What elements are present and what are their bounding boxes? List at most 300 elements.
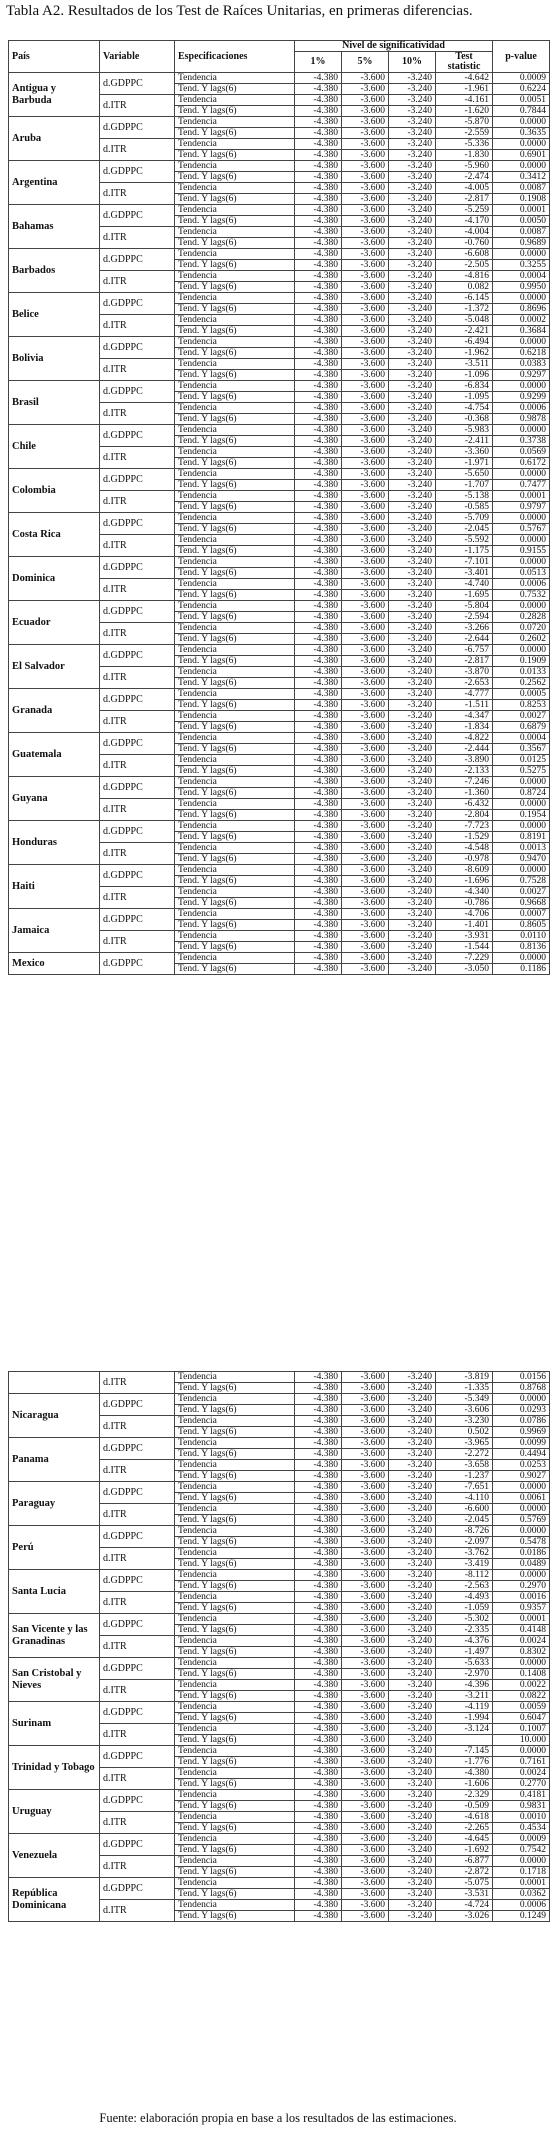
- p-value-cell: 0.0000: [493, 469, 550, 480]
- variable-cell: d.ITR: [100, 667, 175, 689]
- header-5pct: 5%: [342, 52, 389, 73]
- crit-10pct-cell: -3.240: [389, 546, 436, 557]
- crit-10pct-cell: -3.240: [389, 579, 436, 590]
- test-statistic-cell: -4.754: [436, 403, 493, 414]
- crit-1pct-cell: -4.380: [295, 1504, 342, 1515]
- crit-1pct-cell: -4.380: [295, 447, 342, 458]
- crit-1pct-cell: -4.380: [295, 1735, 342, 1746]
- variable-cell: d.GDPPC: [100, 821, 175, 843]
- p-value-cell: 0.9470: [493, 854, 550, 865]
- p-value-cell: 0.0786: [493, 1416, 550, 1427]
- crit-10pct-cell: -3.240: [389, 799, 436, 810]
- p-value-cell: 0.0000: [493, 425, 550, 436]
- test-statistic-cell: -6.145: [436, 293, 493, 304]
- crit-10pct-cell: -3.240: [389, 1735, 436, 1746]
- crit-10pct-cell: -3.240: [389, 1394, 436, 1405]
- variable-cell: d.GDPPC: [100, 1570, 175, 1592]
- test-statistic-cell: -3.931: [436, 931, 493, 942]
- spec-cell: Tend. Y lags(6): [175, 1823, 295, 1834]
- p-value-cell: 0.7528: [493, 876, 550, 887]
- variable-cell: d.ITR: [100, 139, 175, 161]
- crit-1pct-cell: -4.380: [295, 1900, 342, 1911]
- crit-5pct-cell: -3.600: [342, 1383, 389, 1394]
- spec-cell: Tendencia: [175, 447, 295, 458]
- variable-cell: d.ITR: [100, 931, 175, 953]
- test-statistic-cell: -6.834: [436, 381, 493, 392]
- test-statistic-cell: -1.620: [436, 106, 493, 117]
- variable-cell: d.GDPPC: [100, 293, 175, 315]
- table-row: [9, 425, 550, 436]
- p-value-cell: 0.0006: [493, 1900, 550, 1911]
- p-value-cell: 0.0004: [493, 733, 550, 744]
- test-statistic-cell: -4.347: [436, 711, 493, 722]
- crit-1pct-cell: -4.380: [295, 216, 342, 227]
- spec-cell: Tendencia: [175, 1482, 295, 1493]
- test-statistic-cell: -6.757: [436, 645, 493, 656]
- variable-cell: d.ITR: [100, 1504, 175, 1526]
- spec-cell: Tendencia: [175, 403, 295, 414]
- variable-cell: d.GDPPC: [100, 1746, 175, 1768]
- crit-5pct-cell: -3.600: [342, 1482, 389, 1493]
- crit-5pct-cell: -3.600: [342, 1636, 389, 1647]
- spec-cell: Tendencia: [175, 535, 295, 546]
- crit-1pct-cell: -4.380: [295, 1372, 342, 1383]
- spec-cell: Tend. Y lags(6): [175, 964, 295, 975]
- crit-5pct-cell: -3.600: [342, 1438, 389, 1449]
- spec-cell: Tend. Y lags(6): [175, 1537, 295, 1548]
- results-table-part2: [8, 1371, 550, 1922]
- p-value-cell: 0.0000: [493, 381, 550, 392]
- spec-cell: Tendencia: [175, 667, 295, 678]
- spec-cell: Tendencia: [175, 227, 295, 238]
- test-statistic-cell: -7.246: [436, 777, 493, 788]
- test-statistic-cell: -5.336: [436, 139, 493, 150]
- p-value-cell: 0.9155: [493, 546, 550, 557]
- p-value-cell: 0.0005: [493, 689, 550, 700]
- crit-5pct-cell: -3.600: [342, 689, 389, 700]
- variable-cell: d.GDPPC: [100, 1790, 175, 1812]
- crit-1pct-cell: -4.380: [295, 1548, 342, 1559]
- spec-cell: Tendencia: [175, 381, 295, 392]
- spec-cell: Tendencia: [175, 95, 295, 106]
- test-statistic-cell: -7.723: [436, 821, 493, 832]
- crit-1pct-cell: -4.380: [295, 1757, 342, 1768]
- crit-1pct-cell: -4.380: [295, 1878, 342, 1889]
- test-statistic-cell: -0.978: [436, 854, 493, 865]
- test-statistic-cell: -2.097: [436, 1537, 493, 1548]
- table-row: [9, 777, 550, 788]
- spec-cell: Tendencia: [175, 843, 295, 854]
- test-statistic-cell: -5.960: [436, 161, 493, 172]
- p-value-cell: 0.3567: [493, 744, 550, 755]
- spec-cell: Tendencia: [175, 139, 295, 150]
- spec-cell: Tend. Y lags(6): [175, 392, 295, 403]
- spec-cell: Tend. Y lags(6): [175, 1581, 295, 1592]
- spec-cell: Tendencia: [175, 1702, 295, 1713]
- test-statistic-cell: -4.110: [436, 1493, 493, 1504]
- crit-10pct-cell: -3.240: [389, 304, 436, 315]
- source-footer: Fuente: elaboración propia en base a los resultados de las estimaciones.: [99, 2111, 457, 2125]
- table-row: [9, 1702, 550, 1713]
- p-value-cell: 0.6218: [493, 348, 550, 359]
- crit-10pct-cell: -3.240: [389, 843, 436, 854]
- crit-10pct-cell: -3.240: [389, 381, 436, 392]
- test-statistic-cell: -4.170: [436, 216, 493, 227]
- test-statistic-cell: -0.509: [436, 1801, 493, 1812]
- crit-5pct-cell: -3.600: [342, 1570, 389, 1581]
- variable-cell: d.ITR: [100, 623, 175, 645]
- crit-1pct-cell: -4.380: [295, 1614, 342, 1625]
- crit-10pct-cell: -3.240: [389, 1559, 436, 1570]
- crit-10pct-cell: -3.240: [389, 73, 436, 84]
- crit-10pct-cell: -3.240: [389, 194, 436, 205]
- crit-5pct-cell: -3.600: [342, 1713, 389, 1724]
- spec-cell: Tendencia: [175, 623, 295, 634]
- crit-1pct-cell: -4.380: [295, 359, 342, 370]
- spec-cell: Tendencia: [175, 1460, 295, 1471]
- crit-1pct-cell: -4.380: [295, 1845, 342, 1856]
- spec-cell: Tend. Y lags(6): [175, 326, 295, 337]
- crit-10pct-cell: -3.240: [389, 1746, 436, 1757]
- test-statistic-cell: -0.585: [436, 502, 493, 513]
- variable-cell: d.ITR: [100, 95, 175, 117]
- crit-5pct-cell: -3.600: [342, 557, 389, 568]
- test-statistic-cell: -3.360: [436, 447, 493, 458]
- variable-cell: d.GDPPC: [100, 469, 175, 491]
- crit-5pct-cell: -3.600: [342, 1625, 389, 1636]
- crit-10pct-cell: -3.240: [389, 953, 436, 964]
- crit-1pct-cell: -4.380: [295, 1834, 342, 1845]
- crit-10pct-cell: -3.240: [389, 1823, 436, 1834]
- spec-cell: Tend. Y lags(6): [175, 260, 295, 271]
- crit-5pct-cell: -3.600: [342, 579, 389, 590]
- country-cell: San Vicente y las Granadinas: [9, 1614, 100, 1658]
- test-statistic-cell: -5.259: [436, 205, 493, 216]
- crit-5pct-cell: -3.600: [342, 667, 389, 678]
- p-value-cell: 0.6901: [493, 150, 550, 161]
- test-statistic-cell: -2.817: [436, 656, 493, 667]
- crit-5pct-cell: -3.600: [342, 1878, 389, 1889]
- crit-10pct-cell: -3.240: [389, 128, 436, 139]
- p-value-cell: 0.3738: [493, 436, 550, 447]
- crit-1pct-cell: -4.380: [295, 876, 342, 887]
- p-value-cell: 0.0000: [493, 337, 550, 348]
- crit-1pct-cell: -4.380: [295, 711, 342, 722]
- p-value-cell: 0.1954: [493, 810, 550, 821]
- country-cell: Belice: [9, 293, 100, 337]
- crit-1pct-cell: -4.380: [295, 293, 342, 304]
- crit-5pct-cell: -3.600: [342, 1900, 389, 1911]
- country-cell: Guyana: [9, 777, 100, 821]
- p-value-cell: 0.9668: [493, 898, 550, 909]
- crit-1pct-cell: -4.380: [295, 1801, 342, 1812]
- header-1pct: 1%: [295, 52, 342, 73]
- test-statistic-cell: -1.059: [436, 1603, 493, 1614]
- variable-cell: d.ITR: [100, 535, 175, 557]
- test-statistic-cell: -2.970: [436, 1669, 493, 1680]
- crit-10pct-cell: -3.240: [389, 1427, 436, 1438]
- crit-1pct-cell: -4.380: [295, 1790, 342, 1801]
- crit-10pct-cell: -3.240: [389, 612, 436, 623]
- crit-5pct-cell: -3.600: [342, 106, 389, 117]
- variable-cell: d.ITR: [100, 1856, 175, 1878]
- country-cell: Jamaica: [9, 909, 100, 953]
- crit-5pct-cell: -3.600: [342, 832, 389, 843]
- variable-cell: d.ITR: [100, 1416, 175, 1438]
- crit-10pct-cell: -3.240: [389, 788, 436, 799]
- crit-10pct-cell: -3.240: [389, 1482, 436, 1493]
- spec-cell: Tend. Y lags(6): [175, 282, 295, 293]
- crit-10pct-cell: -3.240: [389, 315, 436, 326]
- p-value-cell: 0.1908: [493, 194, 550, 205]
- p-value-cell: 0.0383: [493, 359, 550, 370]
- test-statistic-cell: -1.335: [436, 1383, 493, 1394]
- crit-10pct-cell: -3.240: [389, 1691, 436, 1702]
- crit-5pct-cell: -3.600: [342, 183, 389, 194]
- crit-5pct-cell: -3.600: [342, 1768, 389, 1779]
- p-value-cell: 0.0004: [493, 271, 550, 282]
- test-statistic-cell: -3.050: [436, 964, 493, 975]
- crit-1pct-cell: -4.380: [295, 73, 342, 84]
- spec-cell: Tendencia: [175, 205, 295, 216]
- test-statistic-cell: -2.272: [436, 1449, 493, 1460]
- test-statistic-cell: -4.548: [436, 843, 493, 854]
- country-cell: Panama: [9, 1438, 100, 1482]
- test-statistic-cell: -4.376: [436, 1636, 493, 1647]
- p-value-cell: 0.2562: [493, 678, 550, 689]
- test-statistic-cell: -1.401: [436, 920, 493, 931]
- spec-cell: Tend. Y lags(6): [175, 810, 295, 821]
- variable-cell: d.ITR: [100, 183, 175, 205]
- spec-cell: Tendencia: [175, 799, 295, 810]
- test-statistic-cell: -4.822: [436, 733, 493, 744]
- crit-10pct-cell: -3.240: [389, 183, 436, 194]
- crit-1pct-cell: -4.380: [295, 590, 342, 601]
- crit-10pct-cell: -3.240: [389, 535, 436, 546]
- crit-10pct-cell: -3.240: [389, 700, 436, 711]
- crit-10pct-cell: -3.240: [389, 1669, 436, 1680]
- crit-10pct-cell: -3.240: [389, 524, 436, 535]
- spec-cell: Tend. Y lags(6): [175, 106, 295, 117]
- crit-1pct-cell: -4.380: [295, 271, 342, 282]
- country-cell: Antigua y Barbuda: [9, 73, 100, 117]
- p-value-cell: 0.8136: [493, 942, 550, 953]
- crit-10pct-cell: -3.240: [389, 403, 436, 414]
- crit-5pct-cell: -3.600: [342, 1581, 389, 1592]
- spec-cell: Tendencia: [175, 865, 295, 876]
- crit-1pct-cell: -4.380: [295, 920, 342, 931]
- test-statistic-cell: -3.266: [436, 623, 493, 634]
- table-row: [9, 1658, 550, 1669]
- crit-5pct-cell: -3.600: [342, 1614, 389, 1625]
- crit-5pct-cell: -3.600: [342, 1867, 389, 1878]
- crit-1pct-cell: -4.380: [295, 557, 342, 568]
- crit-1pct-cell: -4.380: [295, 1636, 342, 1647]
- crit-10pct-cell: -3.240: [389, 898, 436, 909]
- test-statistic-cell: -1.175: [436, 546, 493, 557]
- crit-1pct-cell: -4.380: [295, 139, 342, 150]
- crit-10pct-cell: -3.240: [389, 568, 436, 579]
- crit-1pct-cell: -4.380: [295, 425, 342, 436]
- crit-5pct-cell: -3.600: [342, 854, 389, 865]
- test-statistic-cell: -4.618: [436, 1812, 493, 1823]
- crit-5pct-cell: -3.600: [342, 1449, 389, 1460]
- crit-10pct-cell: -3.240: [389, 931, 436, 942]
- p-value-cell: 0.0133: [493, 667, 550, 678]
- crit-5pct-cell: -3.600: [342, 733, 389, 744]
- table-row: [9, 1438, 550, 1449]
- crit-5pct-cell: -3.600: [342, 953, 389, 964]
- test-statistic-cell: -1.994: [436, 1713, 493, 1724]
- country-cell: República Dominicana: [9, 1878, 100, 1922]
- test-statistic-cell: -3.401: [436, 568, 493, 579]
- crit-1pct-cell: -4.380: [295, 1592, 342, 1603]
- crit-5pct-cell: -3.600: [342, 1724, 389, 1735]
- table-row: [9, 73, 550, 84]
- crit-5pct-cell: -3.600: [342, 656, 389, 667]
- crit-5pct-cell: -3.600: [342, 1372, 389, 1383]
- crit-5pct-cell: -3.600: [342, 887, 389, 898]
- spec-cell: Tend. Y lags(6): [175, 876, 295, 887]
- test-statistic-cell: -3.890: [436, 755, 493, 766]
- p-value-cell: 0.6224: [493, 84, 550, 95]
- crit-5pct-cell: -3.600: [342, 271, 389, 282]
- spec-cell: Tend. Y lags(6): [175, 458, 295, 469]
- test-statistic-cell: -3.658: [436, 1460, 493, 1471]
- crit-10pct-cell: -3.240: [389, 1768, 436, 1779]
- p-value-cell: 0.3412: [493, 172, 550, 183]
- test-statistic-cell: -3.531: [436, 1889, 493, 1900]
- spec-cell: Tendencia: [175, 249, 295, 260]
- test-statistic-cell: -3.026: [436, 1911, 493, 1922]
- crit-10pct-cell: -3.240: [389, 1658, 436, 1669]
- crit-1pct-cell: -4.380: [295, 1724, 342, 1735]
- variable-cell: d.GDPPC: [100, 205, 175, 227]
- variable-cell: d.GDPPC: [100, 1394, 175, 1416]
- crit-1pct-cell: -4.380: [295, 1702, 342, 1713]
- variable-cell: d.ITR: [100, 271, 175, 293]
- table-row: [9, 865, 550, 876]
- country-cell: Bahamas: [9, 205, 100, 249]
- crit-5pct-cell: -3.600: [342, 150, 389, 161]
- spec-cell: Tend. Y lags(6): [175, 1845, 295, 1856]
- crit-5pct-cell: -3.600: [342, 1691, 389, 1702]
- crit-5pct-cell: -3.600: [342, 205, 389, 216]
- crit-5pct-cell: -3.600: [342, 95, 389, 106]
- p-value-cell: 0.4148: [493, 1625, 550, 1636]
- table-row: [9, 821, 550, 832]
- test-statistic-cell: -1.776: [436, 1757, 493, 1768]
- p-value-cell: 0.1007: [493, 1724, 550, 1735]
- table-row: [9, 1790, 550, 1801]
- variable-cell: d.GDPPC: [100, 865, 175, 887]
- crit-5pct-cell: -3.600: [342, 128, 389, 139]
- spec-cell: Tend. Y lags(6): [175, 920, 295, 931]
- test-statistic-cell: -3.211: [436, 1691, 493, 1702]
- test-statistic-cell: -2.817: [436, 194, 493, 205]
- crit-5pct-cell: -3.600: [342, 304, 389, 315]
- country-cell: Paraguay: [9, 1482, 100, 1526]
- test-statistic-cell: -1.707: [436, 480, 493, 491]
- crit-10pct-cell: -3.240: [389, 1405, 436, 1416]
- test-statistic-cell: -1.095: [436, 392, 493, 403]
- variable-cell: d.GDPPC: [100, 1878, 175, 1900]
- p-value-cell: 0.8696: [493, 304, 550, 315]
- crit-5pct-cell: -3.600: [342, 1669, 389, 1680]
- spec-cell: Tend. Y lags(6): [175, 590, 295, 601]
- crit-5pct-cell: -3.600: [342, 370, 389, 381]
- crit-10pct-cell: -3.240: [389, 601, 436, 612]
- spec-cell: Tendencia: [175, 1746, 295, 1757]
- p-value-cell: 0.0000: [493, 1504, 550, 1515]
- test-statistic-cell: -6.877: [436, 1856, 493, 1867]
- crit-10pct-cell: -3.240: [389, 1383, 436, 1394]
- crit-1pct-cell: -4.380: [295, 678, 342, 689]
- crit-1pct-cell: -4.380: [295, 744, 342, 755]
- spec-cell: Tend. Y lags(6): [175, 1757, 295, 1768]
- crit-5pct-cell: -3.600: [342, 1845, 389, 1856]
- crit-10pct-cell: -3.240: [389, 1845, 436, 1856]
- crit-5pct-cell: -3.600: [342, 634, 389, 645]
- crit-10pct-cell: -3.240: [389, 1713, 436, 1724]
- variable-cell: d.ITR: [100, 1372, 175, 1394]
- p-value-cell: 0.0000: [493, 161, 550, 172]
- test-statistic-cell: -5.804: [436, 601, 493, 612]
- test-statistic-cell: -1.497: [436, 1647, 493, 1658]
- crit-1pct-cell: -4.380: [295, 95, 342, 106]
- table-row: [9, 645, 550, 656]
- spec-cell: Tendencia: [175, 1416, 295, 1427]
- p-value-cell: 0.0000: [493, 293, 550, 304]
- crit-10pct-cell: -3.240: [389, 491, 436, 502]
- p-value-cell: 0.8768: [493, 1383, 550, 1394]
- p-value-cell: 0.0022: [493, 1680, 550, 1691]
- p-value-cell: 0.8191: [493, 832, 550, 843]
- spec-cell: Tendencia: [175, 1570, 295, 1581]
- crit-10pct-cell: -3.240: [389, 557, 436, 568]
- crit-10pct-cell: -3.240: [389, 1548, 436, 1559]
- country-cell: Argentina: [9, 161, 100, 205]
- crit-5pct-cell: -3.600: [342, 1427, 389, 1438]
- spec-cell: Tendencia: [175, 1394, 295, 1405]
- table-row: [9, 953, 550, 964]
- variable-cell: d.GDPPC: [100, 909, 175, 931]
- crit-10pct-cell: -3.240: [389, 117, 436, 128]
- crit-5pct-cell: -3.600: [342, 249, 389, 260]
- p-value-cell: 0.0001: [493, 491, 550, 502]
- p-value-cell: 0.0059: [493, 1702, 550, 1713]
- spec-cell: Tendencia: [175, 1636, 295, 1647]
- crit-1pct-cell: -4.380: [295, 304, 342, 315]
- test-statistic-cell: -0.368: [436, 414, 493, 425]
- crit-5pct-cell: -3.600: [342, 766, 389, 777]
- crit-1pct-cell: -4.380: [295, 282, 342, 293]
- test-statistic-cell: -4.161: [436, 95, 493, 106]
- test-statistic-cell: -0.786: [436, 898, 493, 909]
- p-value-cell: 0.0001: [493, 1614, 550, 1625]
- crit-1pct-cell: -4.380: [295, 326, 342, 337]
- spec-cell: Tendencia: [175, 1856, 295, 1867]
- test-statistic-cell: -1.360: [436, 788, 493, 799]
- crit-10pct-cell: -3.240: [389, 920, 436, 931]
- spec-cell: Tendencia: [175, 359, 295, 370]
- spec-cell: Tendencia: [175, 689, 295, 700]
- test-statistic-cell: -4.493: [436, 1592, 493, 1603]
- variable-cell: d.GDPPC: [100, 117, 175, 139]
- crit-1pct-cell: -4.380: [295, 1416, 342, 1427]
- test-statistic-cell: -3.511: [436, 359, 493, 370]
- header-test-statistic: Test statistic: [436, 52, 493, 73]
